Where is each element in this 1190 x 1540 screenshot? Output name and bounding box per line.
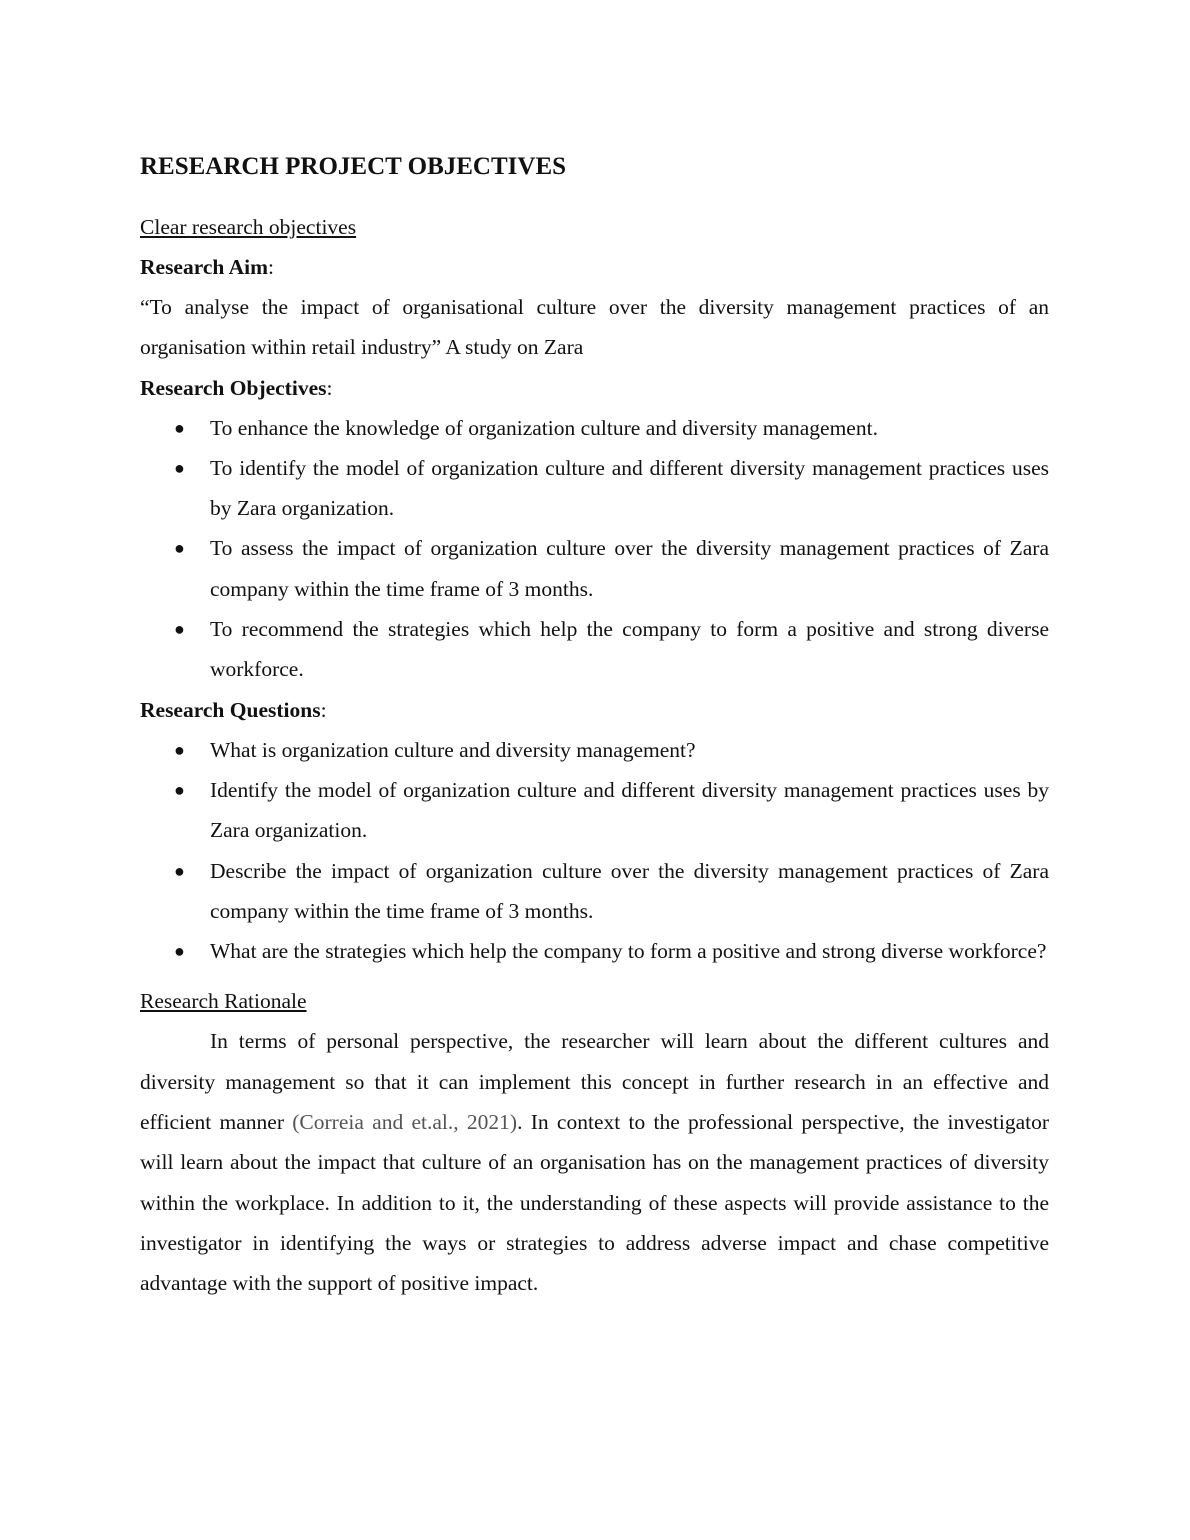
list-item bbox=[140, 528, 1049, 609]
bullet-icon: ● bbox=[174, 941, 185, 962]
research-aim-colon: : bbox=[267, 255, 274, 279]
research-objectives-label-text: Research Objectives bbox=[140, 375, 327, 400]
list-item bbox=[140, 770, 1049, 851]
research-questions-colon: : bbox=[320, 697, 327, 722]
objective-text: To enhance the knowledge of organization culture and diversity management. bbox=[210, 415, 878, 440]
objectives-list bbox=[140, 408, 1049, 690]
research-aim-label bbox=[140, 247, 1049, 287]
question-text: What are the strategies which help the company to form a positive and strong diverse workforce? bbox=[210, 939, 1047, 964]
objective-text: To assess the impact of organization culture over the diversity management practices of Zara company within the time frame of 3 months. bbox=[210, 536, 1049, 601]
bullet-icon: ● bbox=[174, 457, 185, 478]
document-page bbox=[140, 150, 1049, 1304]
question-text: Describe the impact of organization culture over the diversity management practices of Zara company within the time frame of 3 months. bbox=[210, 858, 1049, 923]
list-item bbox=[140, 448, 1049, 529]
bullet-icon: ● bbox=[174, 779, 185, 800]
list-item bbox=[140, 851, 1049, 932]
page-title: RESEARCH PROJECT OBJECTIVES bbox=[140, 153, 567, 180]
research-questions-label bbox=[140, 690, 1049, 730]
bullet-icon: ● bbox=[174, 417, 185, 438]
rationale-text-part1: In terms of personal perspective, the researcher will learn about the different cultures and diversity management so that it can implement this concept in further research in an effective and efficient manner bbox=[140, 1029, 1049, 1135]
rationale-paragraph bbox=[140, 1021, 1049, 1303]
objective-text: To identify the model of organization culture and different diversity management practices uses by Zara organization. bbox=[210, 455, 1049, 521]
spacer bbox=[140, 971, 1049, 981]
questions-list bbox=[140, 730, 1049, 972]
research-questions-label-text: Research Questions bbox=[140, 697, 321, 722]
list-item bbox=[140, 408, 1049, 448]
list-item bbox=[140, 730, 1049, 770]
question-text: What is organization culture and diversity management? bbox=[210, 737, 696, 762]
rationale-citation: (Correia and et.al., 2021) bbox=[292, 1110, 518, 1135]
section-heading-rationale: Research Rationale bbox=[140, 989, 307, 1014]
objective-text: To recommend the strategies which help the company to form a positive and strong diverse workforce. bbox=[210, 617, 1049, 682]
bullet-icon: ● bbox=[174, 619, 185, 640]
bullet-icon: ● bbox=[174, 739, 185, 760]
rationale-text-part2: . In context to the professional perspective, the investigator will learn about the impact that culture of an organisation has on the management practices of diversity within the workplace. In addition to it, the understanding of these aspects will provide assistance to the investigator in identifying the ways or strategies to address adverse impact and chase competitive advantage with the support of positive impact. bbox=[140, 1110, 1049, 1296]
research-objectives-label bbox=[140, 368, 1049, 408]
research-aim-label-text: Research Aim bbox=[140, 255, 268, 279]
section-heading-clear-objectives: Clear research objectives bbox=[140, 215, 357, 239]
list-item bbox=[140, 931, 1049, 971]
research-aim-text: “To analyse the impact of organisational culture over the diversity management practices of an organisation within retail industry” A study on Zara bbox=[140, 295, 1049, 360]
bullet-icon: ● bbox=[174, 538, 185, 559]
list-item bbox=[140, 609, 1049, 690]
research-objectives-colon: : bbox=[326, 375, 333, 400]
bullet-icon: ● bbox=[174, 860, 185, 881]
question-text: Identify the model of organization culture and different diversity management practices uses by Zara organization. bbox=[210, 777, 1049, 843]
